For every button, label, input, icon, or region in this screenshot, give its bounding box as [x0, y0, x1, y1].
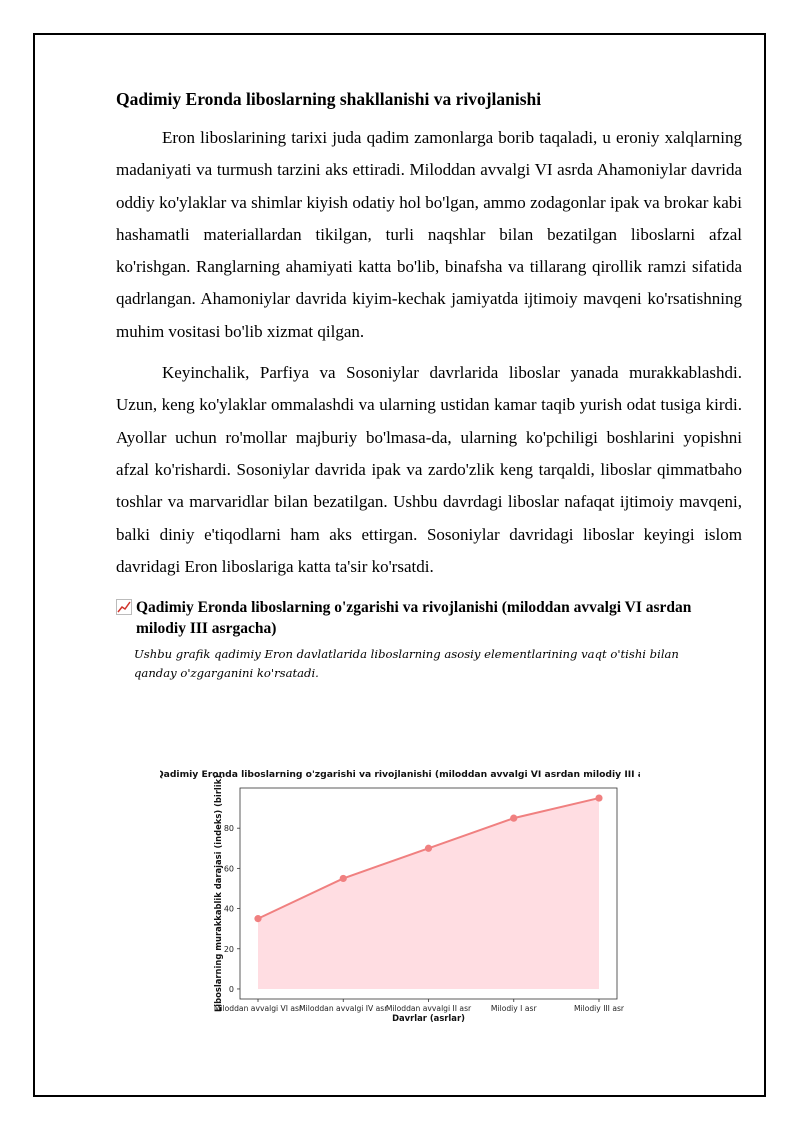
- data-point: [340, 875, 347, 882]
- y-tick-label: 80: [223, 824, 234, 834]
- x-tick-label: Miloddan avvalgi IV asr: [299, 1004, 388, 1013]
- x-axis-label: Davrlar (asrlar): [392, 1013, 465, 1023]
- data-point: [254, 915, 261, 922]
- figure-caption: Ushbu grafik qadimiy Eron davlatlarida liboslarning asosiy elementlarining vaqt o'tishi bilan qanday o'zgarganini ko'rsatadi.: [134, 647, 679, 681]
- y-tick-label: 60: [223, 864, 234, 874]
- chart: [160, 763, 640, 1025]
- y-tick-label: 20: [223, 944, 234, 954]
- chart-svg: [160, 763, 640, 1025]
- chart-title: Qadimiy Eronda liboslarning o'zgarishi va rivojlanishi (miloddan avvalgi VI asrdan milodiy III asrgacha): [160, 769, 640, 780]
- x-tick-label: Milodiy I asr: [490, 1004, 537, 1013]
- x-tick-label: Miloddan avvalgi VI asr: [213, 1004, 303, 1013]
- x-tick-label: Miloddan avvalgi II asr: [385, 1004, 472, 1013]
- data-point: [425, 845, 432, 852]
- y-tick-label: 40: [223, 904, 234, 914]
- y-tick-label: 0: [228, 984, 234, 994]
- document-body: [116, 86, 742, 683]
- data-point: [510, 815, 517, 822]
- figure-title: [116, 597, 742, 639]
- document-title: Qadimiy Eronda liboslarning shakllanishi va rivojlanishi: [116, 89, 542, 109]
- y-axis-label: Liboslarning murakkablik darajasi (indeks) (birlik): [213, 774, 223, 1013]
- paragraph-2: Keyinchalik, Parfiya va Sosoniylar davrlarida liboslar yanada murakkablashdi. Uzun, keng ko'ylaklar ommalashdi va ularning ustidan kamar taqib yurish odat tusiga kirdi. Ayollar uchun ro'mollar majburiy bo'lmasa-da, ularning ko'pchiligi boshlarini yopishni afzal ko'rishardi. Sosoniylar davrida ipak va zardo'zlik keng tarqaldi, liboslar qimmatbaho toshlar va marvaridlar bilan bezatilgan. Ushbu davrdagi liboslar nafaqat ijtimoiy mavqeni, balki diniy e'tiqodlarni ham aks ettirgan. Sosoniylar davridagi liboslar keyingi islom davridagi Eron liboslariga katta ta'sir ko'rsatdi.: [116, 363, 742, 576]
- paragraph-1: Eron liboslarining tarixi juda qadim zamonlarga borib taqaladi, u eroniy xalqlarning madaniyati va turmush tarzini aks ettiradi. Miloddan avvalgi VI asrda Ahamoniylar davrida oddiy ko'ylaklar va shimlar kiyish odatiy hol bo'lgan, ammo zodagonlar ipak va brokar kabi hashamatli materiallardan tikilgan, turli naqshlar bilan bezatilgan liboslarni afzal ko'rishgan. Ranglarning ahamiyati katta bo'lib, binafsha va tillarang qirollik ramzi sifatida qadrlangan. Ahamoniylar davrida kiyim-kechak jamiyatda ijtimoiy mavqeni ko'rsatishning muhim vositasi bo'lib xizmat qilgan.: [116, 128, 742, 341]
- figure-title-text: Qadimiy Eronda liboslarning o'zgarishi va rivojlanishi (miloddan avvalgi VI asrdan milodiy III asrgacha): [136, 599, 692, 638]
- chart-increasing-icon: [116, 599, 132, 615]
- data-point: [595, 794, 602, 801]
- x-tick-label: Milodiy III asr: [573, 1004, 625, 1013]
